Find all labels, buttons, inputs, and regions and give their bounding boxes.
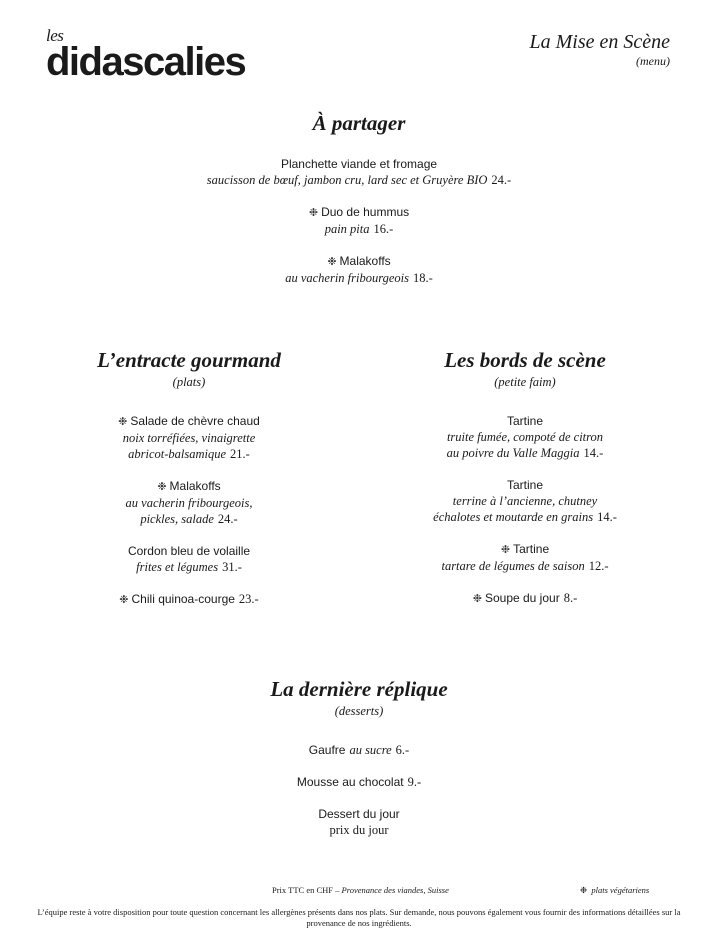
item-description: pickles, salade bbox=[140, 512, 214, 526]
item-name: Dessert du jour bbox=[318, 807, 400, 821]
logo-main: didascalies bbox=[46, 40, 246, 84]
item-description-line bbox=[19, 430, 359, 446]
section-subtitle: (plats) bbox=[172, 375, 206, 389]
item-description: au vacherin fribourgeois bbox=[285, 271, 410, 285]
item-name-line bbox=[355, 413, 695, 429]
item-description-line bbox=[19, 559, 359, 575]
item-name-line bbox=[189, 742, 529, 758]
vegetarian-icon: ❉ bbox=[308, 206, 319, 219]
item-name-line bbox=[355, 477, 695, 493]
item-price: 14.- bbox=[597, 510, 617, 524]
item-price: 12.- bbox=[588, 559, 609, 573]
vegetarian-icon: ❉ bbox=[580, 885, 588, 895]
menu-subtitle: (menu) bbox=[636, 54, 670, 68]
item-price: 24.- bbox=[217, 512, 238, 526]
item-name: Malakoffs bbox=[169, 479, 221, 493]
item-description-line bbox=[189, 172, 529, 188]
item-description: noix torréfiées, vinaigrette bbox=[122, 431, 256, 445]
item-name-line bbox=[355, 541, 695, 558]
item-name: Gaufre bbox=[308, 743, 346, 757]
menu-item bbox=[189, 156, 529, 188]
item-description: frites et légumes bbox=[136, 560, 219, 574]
menu-item bbox=[189, 774, 529, 790]
menu-item bbox=[189, 253, 529, 286]
menu-item bbox=[355, 541, 695, 574]
item-description: saucisson de bœuf, jambon cru, lard sec et Gruyère BIO bbox=[206, 173, 488, 187]
allergens-note: L’équipe reste à votre disposition pour toute question concernant les allergènes présents dans nos plats. Sur demande, nous pouvons également vous fournir des informations détaillées sur la provenance de nos ingrédients. bbox=[37, 907, 681, 928]
logo-small: les bbox=[46, 26, 64, 45]
vegetarian-icon: ❉ bbox=[118, 415, 128, 428]
section-desserts bbox=[189, 676, 529, 838]
menu-item bbox=[189, 806, 529, 838]
item-price: 31.- bbox=[222, 560, 242, 574]
section-title: La dernière réplique bbox=[270, 677, 448, 701]
menu-item bbox=[355, 413, 695, 461]
section-title: L’entracte gourmand bbox=[97, 348, 281, 372]
menu-item bbox=[19, 591, 359, 608]
item-description: au poivre du Valle Maggia bbox=[446, 446, 580, 460]
menu-header bbox=[529, 30, 670, 68]
item-price: 14.- bbox=[583, 446, 604, 460]
item-description-line bbox=[355, 429, 695, 445]
item-description-line bbox=[189, 822, 529, 838]
section-plats bbox=[19, 347, 359, 608]
item-name-line bbox=[189, 156, 529, 172]
item-price: 16.- bbox=[373, 222, 394, 236]
item-name: Chili quinoa-courge bbox=[131, 592, 235, 606]
item-description: échalotes et moutarde en grains bbox=[433, 510, 594, 524]
item-description: truite fumée, compoté de citron bbox=[446, 430, 604, 444]
item-price: 9.- bbox=[407, 775, 422, 789]
item-name-line bbox=[189, 774, 529, 790]
item-description: terrine à l’ancienne, chutney bbox=[452, 494, 598, 508]
menu-item bbox=[355, 477, 695, 525]
item-description-line bbox=[355, 445, 695, 461]
item-price: 23.- bbox=[238, 592, 259, 606]
section-subtitle: (desserts) bbox=[334, 704, 384, 718]
item-name: Soupe du jour bbox=[484, 591, 560, 605]
item-name: Duo de hummus bbox=[321, 205, 410, 219]
item-name-line bbox=[189, 806, 529, 822]
vegetarian-icon: ❉ bbox=[119, 593, 129, 606]
vegetarian-icon: ❉ bbox=[327, 255, 337, 268]
item-description: au sucre bbox=[349, 743, 392, 757]
item-price: 8.- bbox=[563, 591, 578, 605]
item-name: Salade de chèvre chaud bbox=[130, 414, 260, 428]
item-description-line bbox=[19, 495, 359, 511]
item-name: Mousse au chocolat bbox=[296, 775, 404, 789]
item-name-line bbox=[19, 413, 359, 430]
item-name: Tartine bbox=[506, 414, 544, 428]
menu-title: La Mise en Scène bbox=[529, 31, 670, 53]
menu-item bbox=[19, 413, 359, 462]
section-title: À partager bbox=[312, 111, 406, 135]
item-description: tartare de légumes de saison bbox=[441, 559, 585, 573]
item-name-line bbox=[19, 591, 359, 608]
item-description-line bbox=[355, 558, 695, 574]
item-name: Malakoffs bbox=[339, 254, 391, 268]
item-description: pain pita bbox=[324, 222, 370, 236]
item-price: 6.- bbox=[395, 743, 410, 757]
item-name-line bbox=[355, 590, 695, 607]
item-description: abricot-balsamique bbox=[128, 447, 227, 461]
item-price: 21.- bbox=[230, 447, 250, 461]
menu-item bbox=[189, 204, 529, 237]
vegetarian-icon: ❉ bbox=[472, 592, 482, 605]
item-description-line bbox=[355, 509, 695, 525]
prices-note: Prix TTC en CHF – bbox=[272, 885, 340, 895]
vegetarian-icon: ❉ bbox=[157, 480, 167, 493]
item-description-line bbox=[189, 221, 529, 237]
item-name-line bbox=[19, 543, 359, 559]
menu-item bbox=[19, 543, 359, 575]
item-name-line bbox=[189, 253, 529, 270]
section-subtitle: (petite faim) bbox=[494, 375, 556, 389]
section-petite-faim bbox=[355, 347, 695, 607]
item-name: Tartine bbox=[513, 542, 550, 556]
vegetarian-legend: plats végétariens bbox=[591, 885, 650, 895]
item-name: Planchette viande et fromage bbox=[280, 157, 438, 171]
section-a-partager bbox=[189, 110, 529, 286]
menu-item bbox=[189, 742, 529, 758]
item-description-line bbox=[189, 270, 529, 286]
item-name-line bbox=[19, 478, 359, 495]
item-description-line bbox=[355, 493, 695, 509]
item-price: 18.- bbox=[413, 271, 433, 285]
item-name: Tartine bbox=[506, 478, 544, 492]
item-name: Cordon bleu de volaille bbox=[127, 544, 251, 558]
item-description: prix du jour bbox=[329, 823, 389, 837]
section-title: Les bords de scène bbox=[444, 348, 606, 372]
vegetarian-icon: ❉ bbox=[500, 543, 511, 556]
item-description-line bbox=[19, 446, 359, 462]
item-description-line bbox=[19, 511, 359, 527]
menu-item bbox=[355, 590, 695, 607]
item-price: 24.- bbox=[491, 173, 512, 187]
item-name-line bbox=[189, 204, 529, 221]
item-description: au vacherin fribourgeois, bbox=[125, 496, 253, 510]
menu-item bbox=[19, 478, 359, 527]
provenance-note: Provenance des viandes, Suisse bbox=[341, 885, 449, 895]
